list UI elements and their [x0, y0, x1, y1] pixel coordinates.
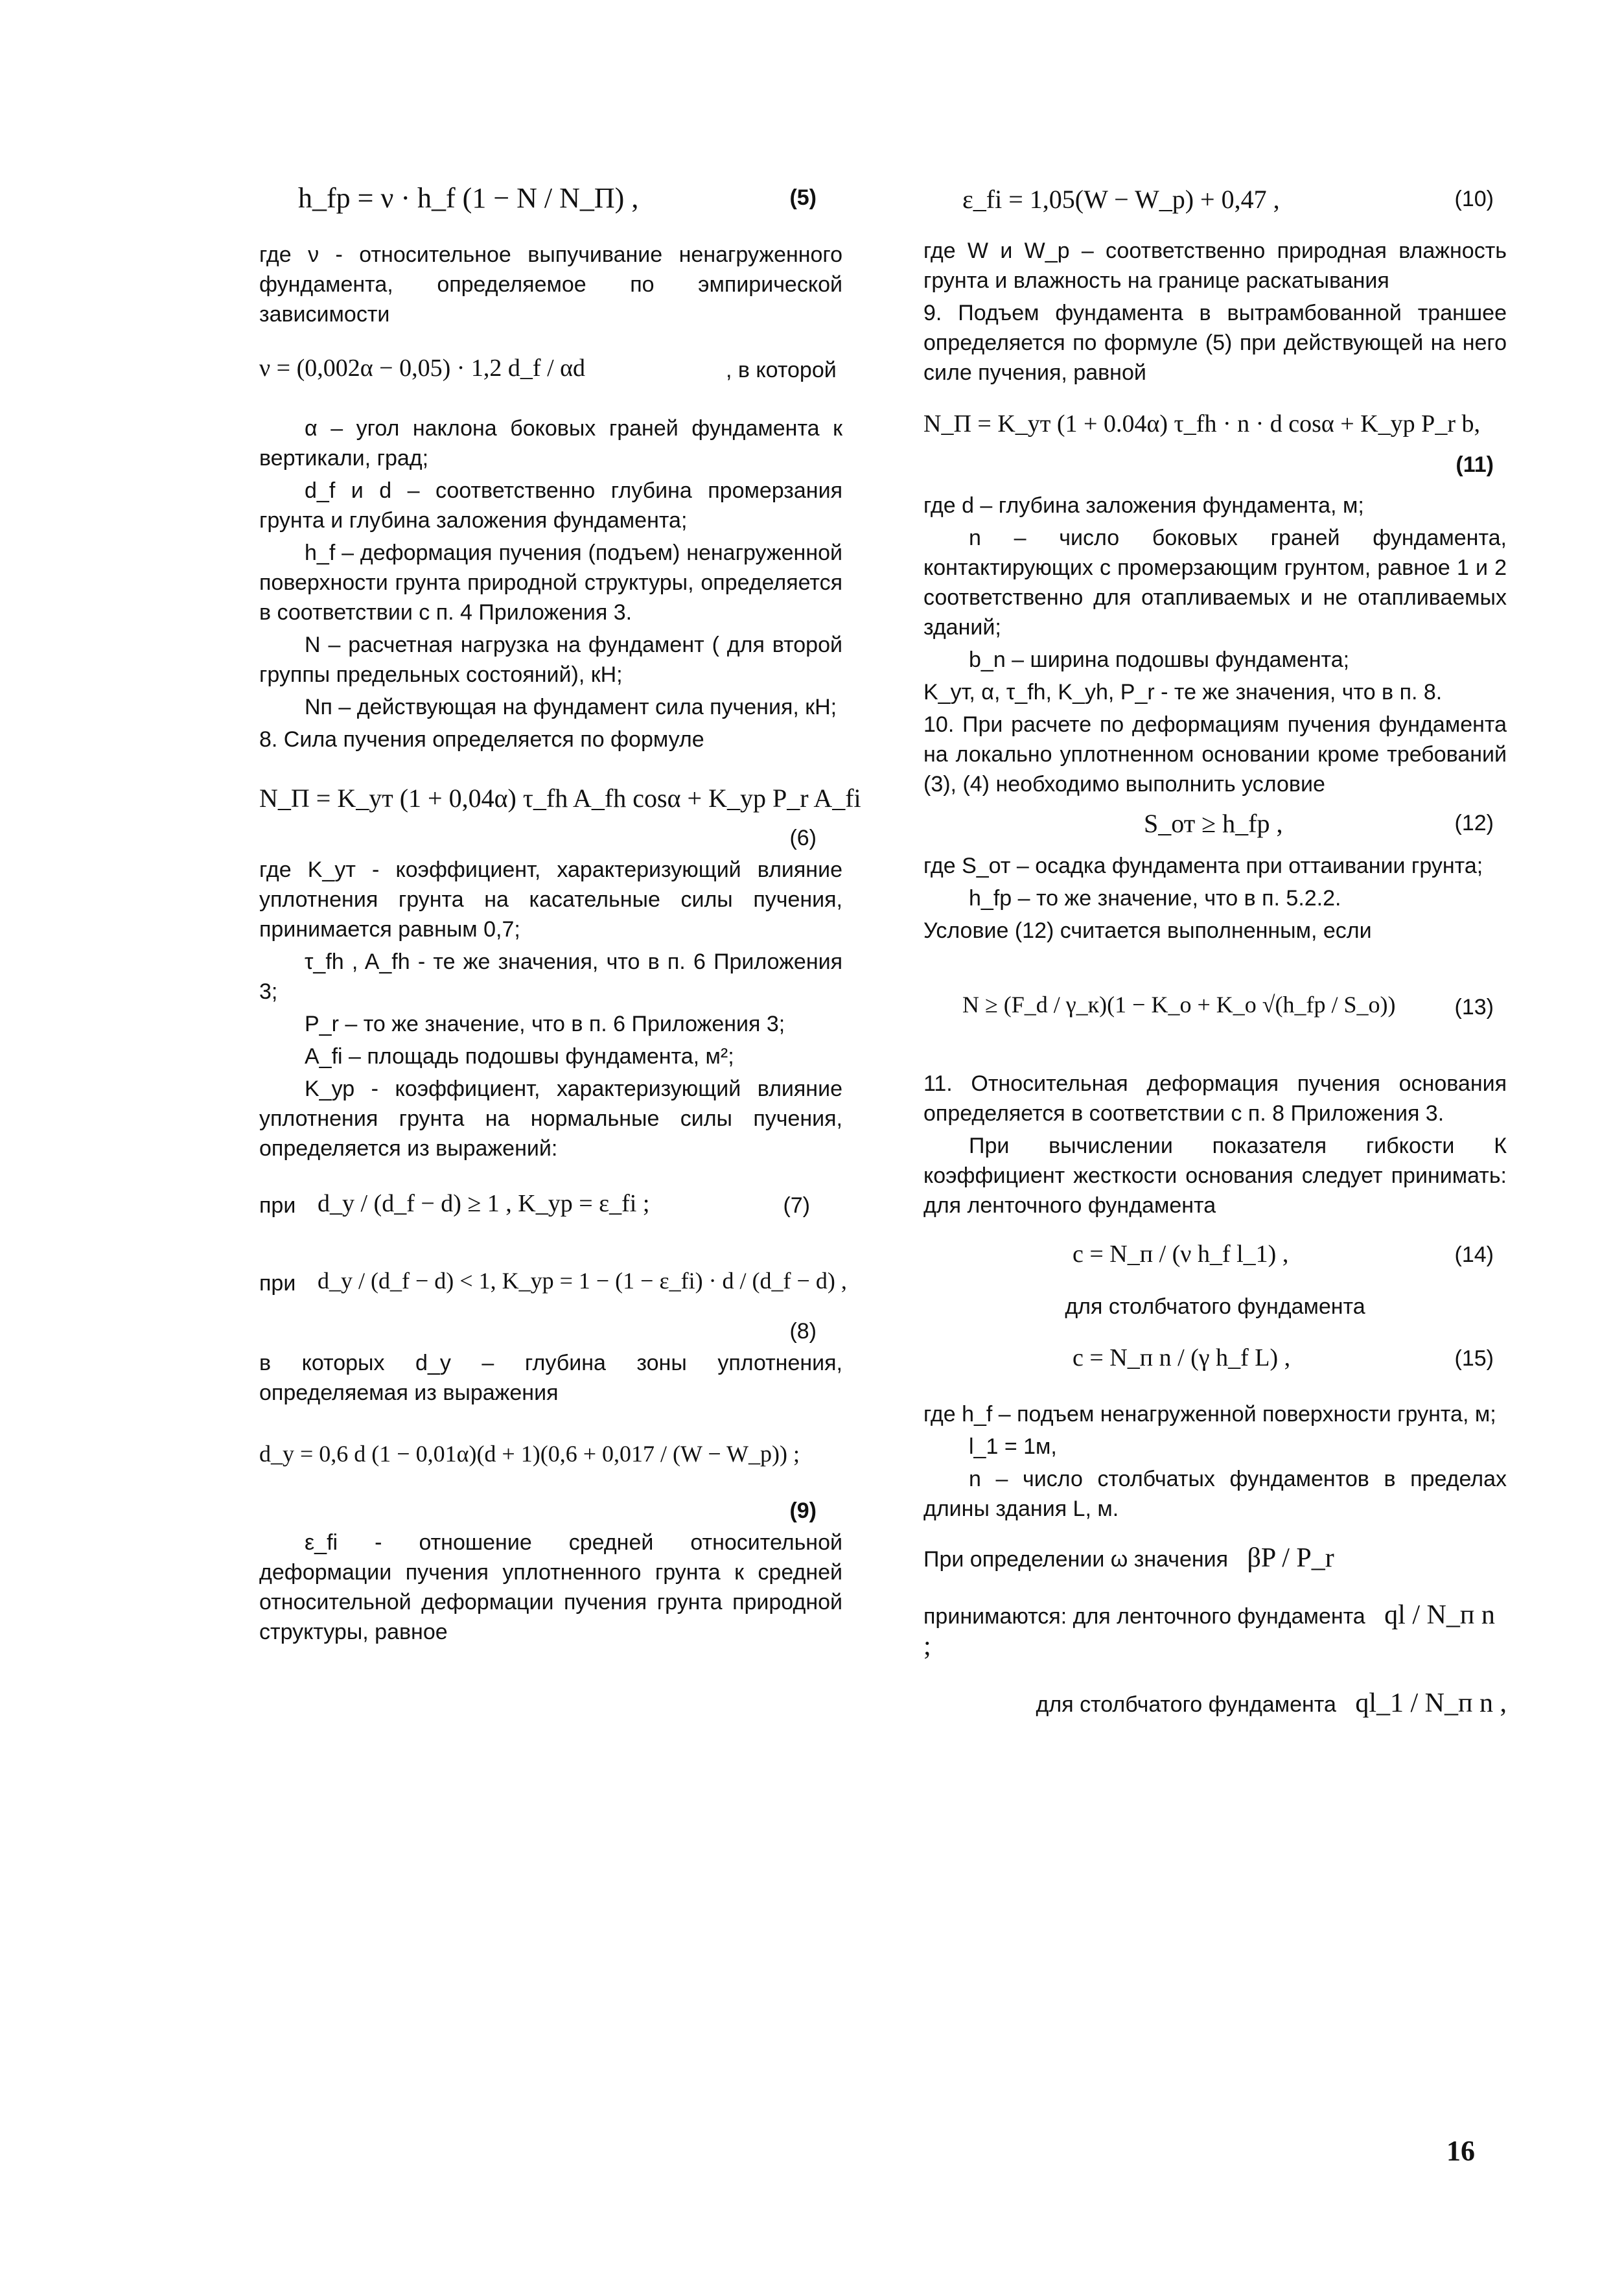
paragraph: где ν - относительное выпучивание ненагруженного фундамента, определяемое по эмпирической зависимости: [259, 242, 842, 327]
equation-11-formula: N_П = K_ут (1 + 0.04α) τ_fh · n · d cosα + K_ур P_r b,: [923, 410, 1480, 437]
equation-11-number: (11): [1456, 452, 1494, 477]
equation-6-number: (6): [789, 826, 817, 850]
paragraph: Nп – действующая на фундамент сила пучения, кН;: [305, 695, 837, 719]
paragraph: τ_fh , A_fh - те же значения, что в п. 6 Приложения 3;: [259, 950, 842, 1004]
right-column: [923, 156, 1507, 1725]
equation-12-formula: S_от ≥ h_fp ,: [1144, 809, 1283, 838]
equation-9: [259, 1414, 842, 1492]
equation-10: [923, 184, 1507, 229]
paragraph: где W и W_p – соответственно природная влажность грунта и влажность на границе раскатывания: [923, 239, 1507, 293]
paragraph: K_ур - коэффициент, характеризующий влияние уплотнения грунта на нормальные силы пучения, определяется из выражений:: [259, 1077, 842, 1161]
paragraph: 8. Сила пучения определяется по формуле: [259, 727, 704, 752]
equation-7-number: (7): [783, 1193, 810, 1218]
equation-v: [259, 336, 842, 407]
strip-foundation-formula: ql / N_п n ;: [923, 1600, 1495, 1661]
paragraph: ε_fi - отношение средней относительной деформации пучения уплотненного грунта к средней относительной деформации пучения грунта природной структуры, равное: [259, 1530, 842, 1644]
equation-11: [923, 394, 1507, 446]
omega-definition-formula: βP / P_r: [1247, 1543, 1334, 1573]
paragraph: 11. Относительная деформация пучения основания определяется в соответствии с п. 8 Приложения 3.: [923, 1071, 1507, 1126]
paragraph: где K_ут - коэффициент, характеризующий влияние уплотнения грунта на касательные силы пучения, принимается равным 0,7;: [259, 857, 842, 942]
column-foundation-row: [923, 1688, 1507, 1719]
equation-13: [923, 952, 1507, 1062]
equation-10-formula: ε_fi = 1,05(W − W_p) + 0,47 ,: [962, 185, 1280, 214]
equation-7-prefix: при: [259, 1193, 296, 1218]
column-foundation-text: для столбчатого фундамента: [1036, 1692, 1336, 1717]
equation-15: [923, 1328, 1507, 1393]
paragraph: Условие (12) считается выполненным, если: [923, 918, 1372, 943]
left-column: [259, 156, 861, 1649]
strip-foundation-text: принимаются: для ленточного фундамента: [923, 1604, 1365, 1629]
paragraph: h_f – деформация пучения (подъем) ненагруженной поверхности грунта природной структуры, определяется в соответствии с п. 4 Приложения 3.: [259, 541, 842, 625]
paragraph: 10. При расчете по деформациям пучения фундамента на локально уплотненном основании кроме требований (3), (4) необходимо выполнить условие: [923, 712, 1507, 797]
paragraph: l_1 = 1м,: [969, 1434, 1057, 1459]
equation-14-formula: c = N_п / (ν h_f l_1) ,: [1073, 1241, 1289, 1268]
equation-v-suffix: , в которой: [726, 358, 837, 382]
equation-13-number: (13): [1454, 995, 1494, 1020]
equation-15-number: (15): [1454, 1346, 1494, 1371]
equation-8-number: (8): [789, 1319, 817, 1344]
equation-6: [259, 761, 861, 819]
paragraph: b_n – ширина подошвы фундамента;: [969, 647, 1350, 672]
equation-14: [923, 1227, 1507, 1285]
paragraph: n – число боковых граней фундамента, контактирующих с промерзающим грунтом, равное 1 и 2 соответственно для отапливаемых и не отапливаемых зданий;: [923, 526, 1507, 640]
equation-13-formula: N ≥ (F_d / γ_к)(1 − K_o + K_o √(h_fp / S_o)): [962, 992, 1396, 1018]
equation-v-formula: ν = (0,002α − 0,05) · 1,2 d_f / αd: [259, 355, 586, 382]
equation-5: [259, 162, 842, 233]
paragraph: в которых d_y – глубина зоны уплотнения, определяемая из выражения: [259, 1351, 842, 1405]
paragraph: где h_f – подъем ненагруженной поверхности грунта, м;: [923, 1402, 1496, 1427]
equation-12-number: (12): [1454, 811, 1494, 835]
paragraph: для столбчатого фундамента: [1065, 1294, 1365, 1319]
equation-9-formula: d_y = 0,6 d (1 − 0,01α)(d + 1)(0,6 + 0,017 / (W − W_p)) ;: [259, 1441, 800, 1467]
paragraph: d_f и d – соответственно глубина промерзания грунта и глубина заложения фундамента;: [259, 478, 842, 533]
equation-5-number: (5): [789, 185, 817, 210]
paragraph: N – расчетная нагрузка на фундамент ( для второй группы предельных состояний), кН;: [259, 633, 842, 687]
equation-12: [923, 806, 1507, 845]
equation-8-prefix: при: [259, 1271, 296, 1296]
equation-7: [259, 1170, 842, 1241]
paragraph: где S_от – осадка фундамента при оттаивании грунта;: [923, 854, 1483, 878]
paragraph: h_fp – то же значение, что в п. 5.2.2.: [969, 886, 1341, 911]
paragraph: где d – глубина заложения фундамента, м;: [923, 493, 1364, 518]
paragraph: 9. Подъем фундамента в вытрамбованной траншее определяется по формуле (5) при действующей на него силе пучения, равной: [923, 301, 1507, 385]
equation-8: [259, 1248, 847, 1312]
paragraph: A_fi – площадь подошвы фундамента, м²;: [305, 1044, 734, 1069]
equation-7-formula: d_y / (d_f − d) ≥ 1 , K_ур = ε_fi ;: [318, 1190, 650, 1217]
paragraph: α – угол наклона боковых граней фундамента к вертикали, град;: [259, 416, 842, 471]
equation-15-formula: c = N_п n / (γ h_f L) ,: [1073, 1344, 1291, 1371]
paragraph: n – число столбчатых фундаментов в пределах длины здания L, м.: [923, 1467, 1507, 1521]
omega-definition-text: При определении ω значения: [923, 1547, 1229, 1572]
page-number: 16: [1446, 2135, 1475, 2167]
column-foundation-formula: ql_1 / N_п n ,: [1355, 1688, 1507, 1718]
paragraph: При вычислении показателя гибкости К коэффициент жесткости основания следует принимать: для ленточного фундамента: [923, 1134, 1507, 1218]
strip-foundation-row: [923, 1600, 1507, 1662]
equation-10-number: (10): [1454, 187, 1494, 211]
equation-6-formula: N_П = K_ут (1 + 0,04α) τ_fh A_fh cosα + K_ур P_r A_fi: [259, 784, 861, 813]
equation-5-formula: h_fp = ν · h_f (1 − N / N_П) ,: [298, 182, 639, 214]
paragraph: P_r – то же значение, что в п. 6 Приложения 3;: [305, 1012, 785, 1036]
equation-14-number: (14): [1454, 1242, 1494, 1267]
equation-8-formula: d_y / (d_f − d) < 1, K_ур = 1 − (1 − ε_fi) · d / (d_f − d) ,: [318, 1268, 847, 1294]
paragraph: K_ут, α, τ_fh, K_yh, P_r - те же значения, что в п. 8.: [923, 680, 1443, 705]
equation-9-number: (9): [789, 1498, 817, 1523]
omega-definition-row: [923, 1543, 1507, 1574]
